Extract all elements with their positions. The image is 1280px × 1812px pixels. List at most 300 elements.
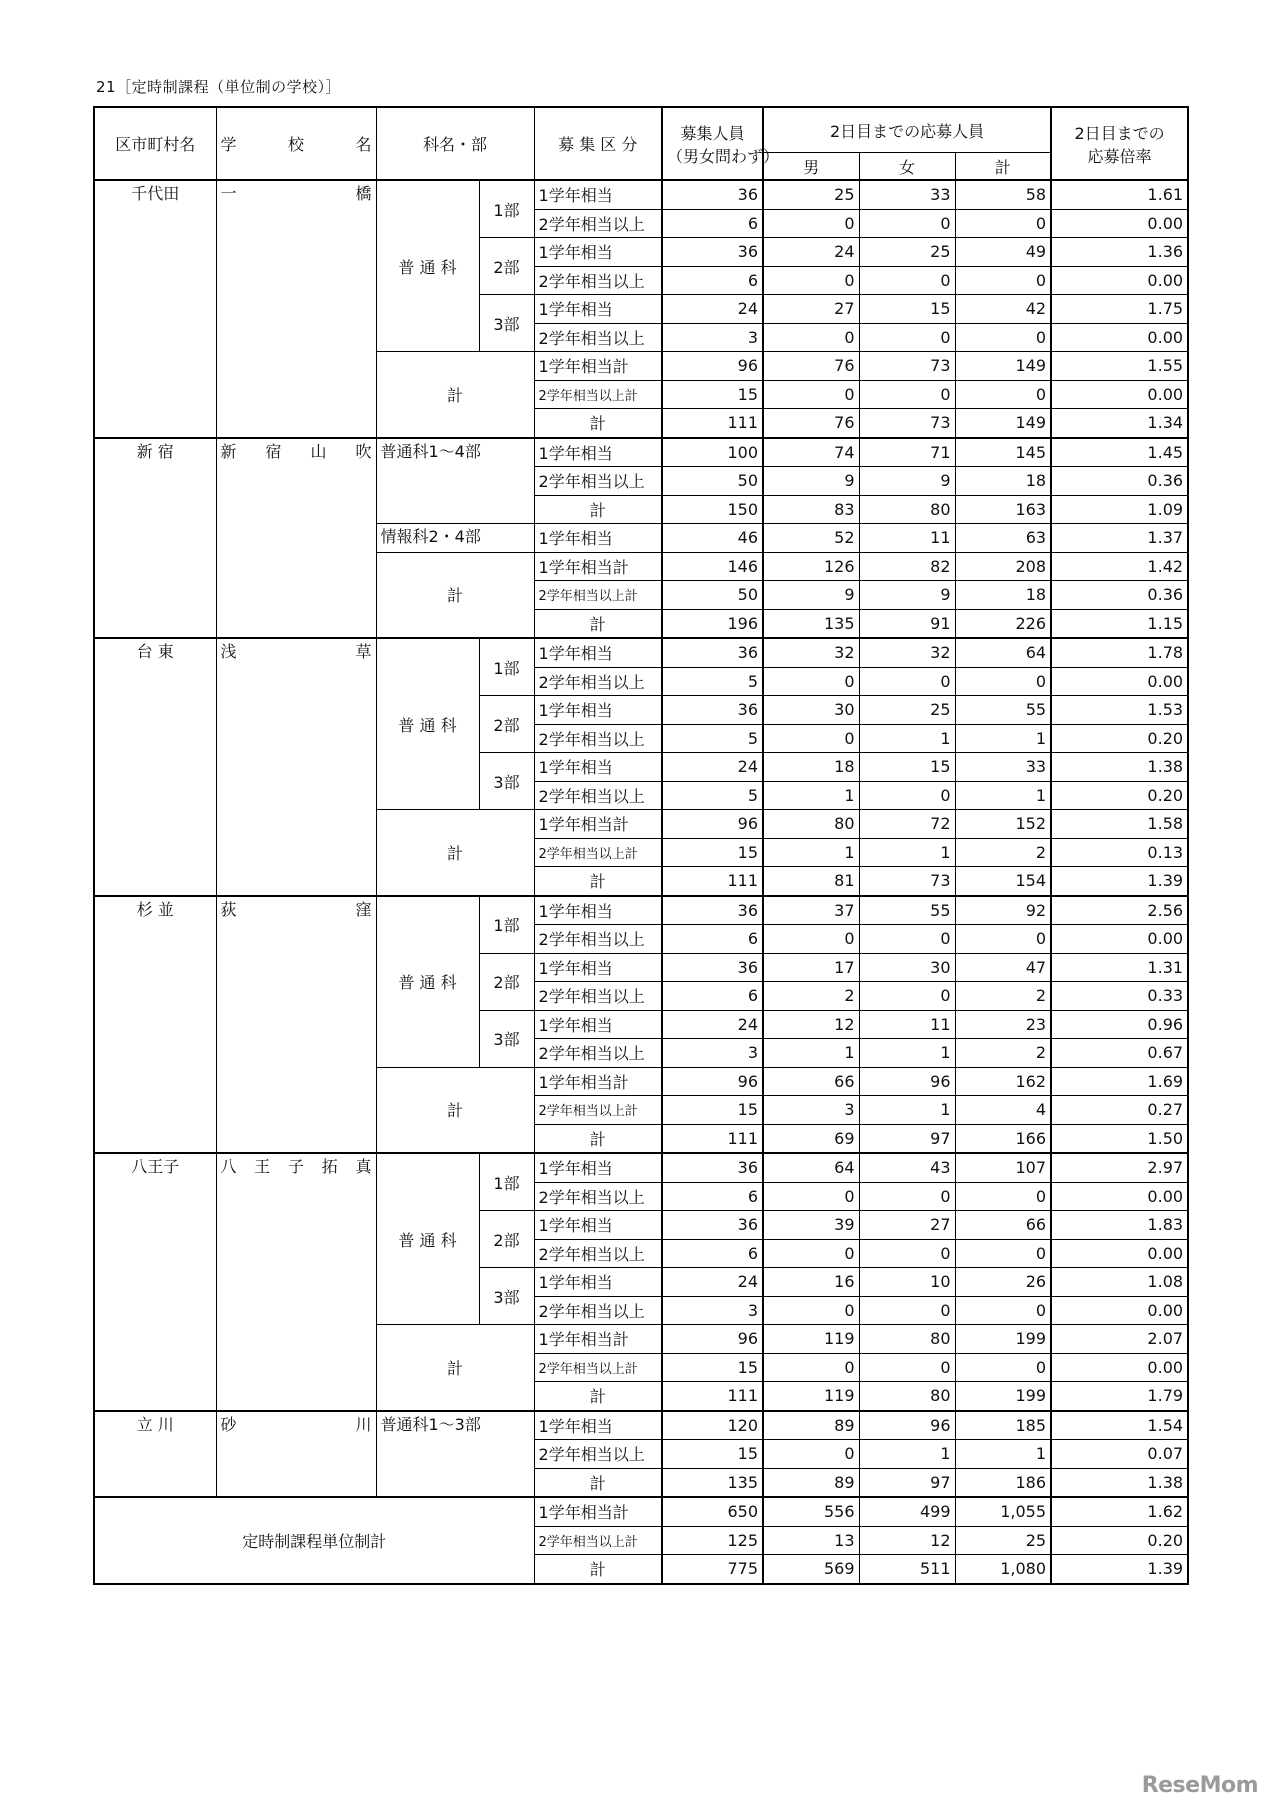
part-cell: 1部: [479, 896, 534, 954]
male-cell: 0: [763, 925, 859, 954]
female-cell: 0: [859, 209, 955, 238]
capacity-cell: 111: [662, 1124, 763, 1153]
female-cell: 1: [859, 1440, 955, 1469]
female-cell: 15: [859, 753, 955, 782]
total-cell: 208: [955, 552, 1051, 581]
category-cell: 計: [534, 1555, 662, 1584]
total-cell: 0: [955, 1296, 1051, 1325]
part-cell: 1部: [479, 1153, 534, 1211]
total-cell: 166: [955, 1124, 1051, 1153]
male-cell: 2: [763, 982, 859, 1011]
female-cell: 0: [859, 380, 955, 409]
male-cell: 1: [763, 838, 859, 867]
rate-cell: 0.36: [1051, 581, 1188, 610]
school-name-cell: 砂川: [216, 1411, 376, 1498]
total-cell: 0: [955, 925, 1051, 954]
male-cell: 17: [763, 953, 859, 982]
category-cell: 計: [534, 409, 662, 438]
course-cell: 計: [376, 552, 534, 638]
table-row: [94, 638, 1188, 667]
male-cell: 69: [763, 1124, 859, 1153]
male-cell: 9: [763, 581, 859, 610]
capacity-cell: 15: [662, 1440, 763, 1469]
table-row: [94, 896, 1188, 925]
capacity-cell: 24: [662, 753, 763, 782]
female-cell: 12: [859, 1526, 955, 1555]
category-cell: 2学年相当以上計: [534, 1353, 662, 1382]
rate-cell: 1.09: [1051, 495, 1188, 524]
rate-cell: 1.34: [1051, 409, 1188, 438]
category-cell: 2学年相当以上計: [534, 1096, 662, 1125]
part-cell: 2部: [479, 953, 534, 1010]
document-title: 21［定時制課程（単位制の学校）］: [96, 78, 342, 96]
male-cell: 83: [763, 495, 859, 524]
table-row: [94, 180, 1188, 209]
total-cell: 55: [955, 696, 1051, 725]
rate-cell: 0.00: [1051, 925, 1188, 954]
total-cell: 26: [955, 1268, 1051, 1297]
male-cell: 81: [763, 867, 859, 896]
category-cell: 1学年相当計: [534, 1067, 662, 1096]
rate-cell: 1.55: [1051, 352, 1188, 381]
capacity-cell: 111: [662, 867, 763, 896]
category-cell: 2学年相当以上: [534, 467, 662, 496]
total-cell: 1: [955, 781, 1051, 810]
resemom-watermark-logo: ReseMom: [1141, 1773, 1258, 1798]
capacity-cell: 6: [662, 266, 763, 295]
category-cell: 1学年相当: [534, 180, 662, 209]
male-cell: 0: [763, 323, 859, 352]
capacity-cell: 96: [662, 1325, 763, 1354]
header-rate-line1: 2日目までの: [1074, 123, 1165, 143]
capacity-cell: 111: [662, 409, 763, 438]
female-cell: 0: [859, 1239, 955, 1268]
rate-cell: 1.50: [1051, 1124, 1188, 1153]
capacity-cell: 36: [662, 638, 763, 667]
capacity-cell: 150: [662, 495, 763, 524]
female-cell: 71: [859, 438, 955, 467]
header-capacity-line2: （男女問わず）: [667, 146, 780, 166]
female-cell: 511: [859, 1555, 955, 1584]
male-cell: 0: [763, 1182, 859, 1211]
category-cell: 2学年相当以上計: [534, 581, 662, 610]
rate-cell: 0.00: [1051, 1239, 1188, 1268]
male-cell: 16: [763, 1268, 859, 1297]
total-cell: 49: [955, 238, 1051, 267]
female-cell: 91: [859, 609, 955, 638]
total-cell: 92: [955, 896, 1051, 925]
total-cell: 0: [955, 266, 1051, 295]
rate-cell: 0.20: [1051, 724, 1188, 753]
male-cell: 32: [763, 638, 859, 667]
rate-cell: 0.96: [1051, 1010, 1188, 1039]
male-cell: 556: [763, 1497, 859, 1526]
capacity-cell: 6: [662, 209, 763, 238]
total-cell: 0: [955, 667, 1051, 696]
female-cell: 1: [859, 724, 955, 753]
rate-cell: 0.27: [1051, 1096, 1188, 1125]
header-capacity-line1: 募集人員: [680, 123, 745, 143]
school-name-cell: 新宿山吹: [216, 438, 376, 639]
rate-cell: 1.58: [1051, 810, 1188, 839]
capacity-cell: 24: [662, 1268, 763, 1297]
male-cell: 30: [763, 696, 859, 725]
part-cell: 1部: [479, 180, 534, 238]
part-cell: 2部: [479, 696, 534, 753]
grand-total-label: 定時制課程単位制計: [94, 1497, 534, 1584]
female-cell: 96: [859, 1411, 955, 1440]
male-cell: 0: [763, 1239, 859, 1268]
category-cell: 2学年相当以上: [534, 1239, 662, 1268]
total-cell: 66: [955, 1211, 1051, 1240]
female-cell: 73: [859, 409, 955, 438]
category-cell: 計: [534, 867, 662, 896]
course-cell: 普 通 科: [376, 638, 479, 810]
capacity-cell: 6: [662, 925, 763, 954]
rate-cell: 2.07: [1051, 1325, 1188, 1354]
header-rate-line2: 応募倍率: [1087, 146, 1152, 166]
category-cell: 2学年相当以上: [534, 209, 662, 238]
total-cell: 163: [955, 495, 1051, 524]
female-cell: 43: [859, 1153, 955, 1182]
female-cell: 0: [859, 266, 955, 295]
category-cell: 1学年相当: [534, 1153, 662, 1182]
total-cell: 149: [955, 409, 1051, 438]
course-cell: 情報科2・4部: [376, 524, 534, 553]
school-name-cell: 八王子拓真: [216, 1153, 376, 1411]
course-cell: 普 通 科: [376, 180, 479, 352]
total-cell: 0: [955, 1182, 1051, 1211]
category-cell: 1学年相当計: [534, 810, 662, 839]
capacity-cell: 36: [662, 1211, 763, 1240]
capacity-cell: 650: [662, 1497, 763, 1526]
category-cell: 2学年相当以上: [534, 925, 662, 954]
course-cell: 計: [376, 810, 534, 896]
capacity-cell: 24: [662, 295, 763, 324]
total-cell: 1,080: [955, 1555, 1051, 1584]
male-cell: 89: [763, 1411, 859, 1440]
category-cell: 1学年相当計: [534, 552, 662, 581]
category-cell: 2学年相当以上: [534, 781, 662, 810]
female-cell: 11: [859, 1010, 955, 1039]
total-cell: 154: [955, 867, 1051, 896]
female-cell: 9: [859, 467, 955, 496]
part-cell: 3部: [479, 295, 534, 352]
rate-cell: 0.00: [1051, 1353, 1188, 1382]
category-cell: 1学年相当: [534, 638, 662, 667]
category-cell: 1学年相当計: [534, 352, 662, 381]
capacity-cell: 100: [662, 438, 763, 467]
male-cell: 12: [763, 1010, 859, 1039]
grand-total-row: [94, 1497, 1188, 1526]
rate-cell: 1.08: [1051, 1268, 1188, 1297]
capacity-cell: 120: [662, 1411, 763, 1440]
female-cell: 0: [859, 667, 955, 696]
category-cell: 1学年相当: [534, 953, 662, 982]
category-cell: 2学年相当以上: [534, 1039, 662, 1068]
total-cell: 0: [955, 380, 1051, 409]
ward-cell: 立 川: [94, 1411, 216, 1498]
rate-cell: 1.78: [1051, 638, 1188, 667]
male-cell: 119: [763, 1325, 859, 1354]
rate-cell: 1.38: [1051, 1468, 1188, 1497]
female-cell: 0: [859, 982, 955, 1011]
female-cell: 97: [859, 1468, 955, 1497]
header-category: 募 集 区 分: [534, 107, 662, 180]
male-cell: 0: [763, 380, 859, 409]
female-cell: 73: [859, 352, 955, 381]
total-cell: 152: [955, 810, 1051, 839]
female-cell: 25: [859, 696, 955, 725]
table-row: [94, 1411, 1188, 1440]
female-cell: 80: [859, 1382, 955, 1411]
rate-cell: 0.20: [1051, 781, 1188, 810]
course-cell: 計: [376, 1067, 534, 1153]
rate-cell: 1.31: [1051, 953, 1188, 982]
total-cell: 226: [955, 609, 1051, 638]
capacity-cell: 111: [662, 1382, 763, 1411]
total-cell: 1: [955, 1440, 1051, 1469]
total-cell: 63: [955, 524, 1051, 553]
male-cell: 64: [763, 1153, 859, 1182]
female-cell: 72: [859, 810, 955, 839]
male-cell: 27: [763, 295, 859, 324]
school-name-cell: 一橋: [216, 180, 376, 438]
capacity-cell: 3: [662, 1039, 763, 1068]
capacity-cell: 6: [662, 1239, 763, 1268]
category-cell: 1学年相当: [534, 524, 662, 553]
capacity-cell: 3: [662, 1296, 763, 1325]
total-cell: 18: [955, 467, 1051, 496]
rate-cell: 0.33: [1051, 982, 1188, 1011]
rate-cell: 1.62: [1051, 1497, 1188, 1526]
part-cell: 3部: [479, 1268, 534, 1325]
header-capacity: [662, 107, 780, 180]
female-cell: 82: [859, 552, 955, 581]
total-cell: 199: [955, 1382, 1051, 1411]
total-cell: 0: [955, 1239, 1051, 1268]
rate-cell: 1.38: [1051, 753, 1188, 782]
female-cell: 15: [859, 295, 955, 324]
capacity-cell: 36: [662, 1153, 763, 1182]
total-cell: 1: [955, 724, 1051, 753]
female-cell: 0: [859, 1296, 955, 1325]
female-cell: 0: [859, 323, 955, 352]
total-cell: 1,055: [955, 1497, 1051, 1526]
total-cell: 64: [955, 638, 1051, 667]
ward-cell: 杉 並: [94, 896, 216, 1154]
rate-cell: 0.67: [1051, 1039, 1188, 1068]
part-cell: 2部: [479, 1211, 534, 1268]
capacity-cell: 50: [662, 467, 763, 496]
male-cell: 25: [763, 180, 859, 209]
category-cell: 1学年相当: [534, 1268, 662, 1297]
rate-cell: 1.39: [1051, 1555, 1188, 1584]
rate-cell: 1.75: [1051, 295, 1188, 324]
category-cell: 2学年相当以上: [534, 724, 662, 753]
total-cell: 4: [955, 1096, 1051, 1125]
part-cell: 2部: [479, 238, 534, 295]
female-cell: 96: [859, 1067, 955, 1096]
total-cell: 47: [955, 953, 1051, 982]
category-cell: 1学年相当: [534, 1411, 662, 1440]
capacity-cell: 96: [662, 352, 763, 381]
male-cell: 74: [763, 438, 859, 467]
capacity-cell: 5: [662, 781, 763, 810]
capacity-cell: 96: [662, 810, 763, 839]
category-cell: 1学年相当: [534, 295, 662, 324]
table-row: [94, 1153, 1188, 1182]
application-table: [93, 106, 1189, 1585]
capacity-cell: 15: [662, 1353, 763, 1382]
female-cell: 11: [859, 524, 955, 553]
total-cell: 0: [955, 1353, 1051, 1382]
course-cell: 普通科1～3部: [376, 1411, 534, 1498]
total-cell: 185: [955, 1411, 1051, 1440]
female-cell: 0: [859, 925, 955, 954]
female-cell: 0: [859, 1182, 955, 1211]
course-cell: 普 通 科: [376, 896, 479, 1068]
male-cell: 135: [763, 609, 859, 638]
total-cell: 145: [955, 438, 1051, 467]
rate-cell: 0.00: [1051, 1296, 1188, 1325]
header-female: 女: [859, 153, 955, 181]
capacity-cell: 196: [662, 609, 763, 638]
rate-cell: 1.61: [1051, 180, 1188, 209]
capacity-cell: 15: [662, 838, 763, 867]
male-cell: 0: [763, 1353, 859, 1382]
male-cell: 9: [763, 467, 859, 496]
female-cell: 80: [859, 1325, 955, 1354]
rate-cell: 1.36: [1051, 238, 1188, 267]
male-cell: 126: [763, 552, 859, 581]
capacity-cell: 50: [662, 581, 763, 610]
category-cell: 2学年相当以上計: [534, 1526, 662, 1555]
capacity-cell: 36: [662, 696, 763, 725]
category-cell: 計: [534, 1124, 662, 1153]
rate-cell: 0.36: [1051, 467, 1188, 496]
total-cell: 2: [955, 1039, 1051, 1068]
male-cell: 1: [763, 1039, 859, 1068]
total-cell: 162: [955, 1067, 1051, 1096]
header-male: 男: [763, 153, 859, 181]
capacity-cell: 36: [662, 896, 763, 925]
female-cell: 9: [859, 581, 955, 610]
rate-cell: 1.54: [1051, 1411, 1188, 1440]
ward-cell: 八王子: [94, 1153, 216, 1411]
total-cell: 2: [955, 838, 1051, 867]
male-cell: 119: [763, 1382, 859, 1411]
male-cell: 0: [763, 724, 859, 753]
total-cell: 58: [955, 180, 1051, 209]
capacity-cell: 15: [662, 1096, 763, 1125]
rate-cell: 1.69: [1051, 1067, 1188, 1096]
rate-cell: 1.15: [1051, 609, 1188, 638]
category-cell: 1学年相当: [534, 238, 662, 267]
male-cell: 0: [763, 667, 859, 696]
category-cell: 2学年相当以上: [534, 1182, 662, 1211]
rate-cell: 0.00: [1051, 266, 1188, 295]
capacity-cell: 135: [662, 1468, 763, 1497]
female-cell: 27: [859, 1211, 955, 1240]
total-cell: 23: [955, 1010, 1051, 1039]
rate-cell: 1.37: [1051, 524, 1188, 553]
female-cell: 499: [859, 1497, 955, 1526]
category-cell: 1学年相当: [534, 1211, 662, 1240]
header-course: 科名・部: [376, 107, 534, 180]
rate-cell: 1.42: [1051, 552, 1188, 581]
course-cell: 計: [376, 352, 534, 438]
rate-cell: 1.83: [1051, 1211, 1188, 1240]
category-cell: 1学年相当: [534, 896, 662, 925]
capacity-cell: 15: [662, 380, 763, 409]
capacity-cell: 36: [662, 238, 763, 267]
female-cell: 0: [859, 1353, 955, 1382]
male-cell: 0: [763, 1440, 859, 1469]
male-cell: 1: [763, 781, 859, 810]
male-cell: 3: [763, 1096, 859, 1125]
male-cell: 569: [763, 1555, 859, 1584]
school-name-cell: 浅草: [216, 638, 376, 896]
capacity-cell: 5: [662, 667, 763, 696]
capacity-cell: 36: [662, 180, 763, 209]
rate-cell: 0.00: [1051, 667, 1188, 696]
total-cell: 186: [955, 1468, 1051, 1497]
category-cell: 1学年相当: [534, 753, 662, 782]
header-school: 学 校 名: [216, 107, 376, 180]
header-ward: 区市町村名: [94, 107, 216, 180]
total-cell: 33: [955, 753, 1051, 782]
capacity-cell: 3: [662, 323, 763, 352]
ward-cell: 千代田: [94, 180, 216, 438]
rate-cell: 0.00: [1051, 209, 1188, 238]
rate-cell: 0.20: [1051, 1526, 1188, 1555]
capacity-cell: 6: [662, 1182, 763, 1211]
table-row: [94, 438, 1188, 467]
capacity-cell: 46: [662, 524, 763, 553]
male-cell: 52: [763, 524, 859, 553]
total-cell: 18: [955, 581, 1051, 610]
female-cell: 25: [859, 238, 955, 267]
course-cell: 普 通 科: [376, 1153, 479, 1325]
female-cell: 30: [859, 953, 955, 982]
female-cell: 55: [859, 896, 955, 925]
female-cell: 80: [859, 495, 955, 524]
capacity-cell: 96: [662, 1067, 763, 1096]
male-cell: 76: [763, 352, 859, 381]
rate-cell: 0.13: [1051, 838, 1188, 867]
capacity-cell: 24: [662, 1010, 763, 1039]
category-cell: 2学年相当以上: [534, 1296, 662, 1325]
category-cell: 2学年相当以上計: [534, 380, 662, 409]
female-cell: 33: [859, 180, 955, 209]
total-cell: 199: [955, 1325, 1051, 1354]
course-cell: 普通科1～4部: [376, 438, 534, 524]
female-cell: 32: [859, 638, 955, 667]
female-cell: 1: [859, 1096, 955, 1125]
male-cell: 18: [763, 753, 859, 782]
header-applicants: 2日目までの応募人員: [763, 107, 1051, 153]
female-cell: 73: [859, 867, 955, 896]
total-cell: 149: [955, 352, 1051, 381]
male-cell: 39: [763, 1211, 859, 1240]
category-cell: 1学年相当: [534, 1010, 662, 1039]
header-total: 計: [955, 153, 1051, 181]
category-cell: 2学年相当以上計: [534, 838, 662, 867]
rate-cell: 0.00: [1051, 323, 1188, 352]
total-cell: 2: [955, 982, 1051, 1011]
rate-cell: 1.45: [1051, 438, 1188, 467]
